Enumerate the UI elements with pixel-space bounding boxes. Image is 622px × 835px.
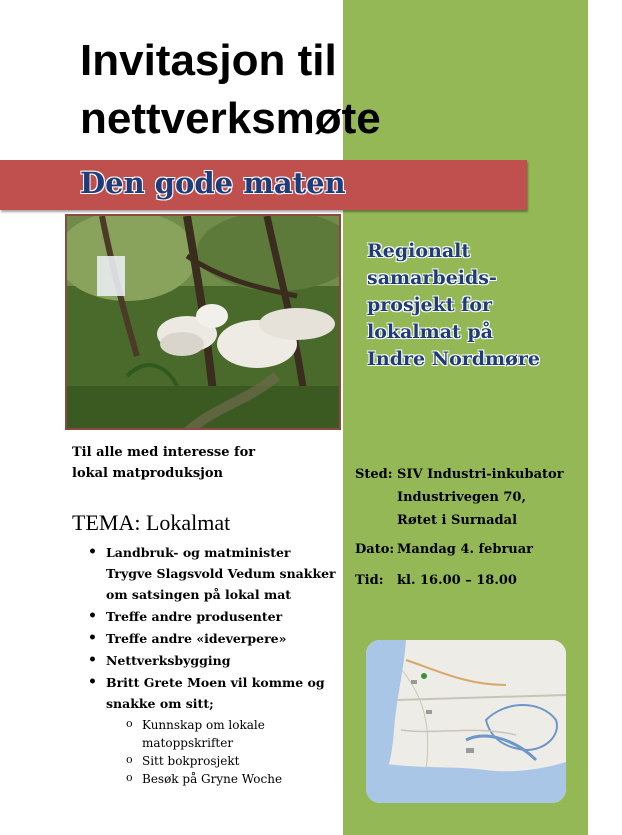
sted-line-1: SIV Industri-inkubator (397, 467, 564, 482)
sub-list (106, 716, 338, 788)
dato-value: Mandag 4. februar (397, 542, 534, 557)
sted-value (397, 463, 564, 532)
sub-list-item: o Besøk på Gryne Woche (126, 770, 338, 788)
location-map (366, 640, 566, 803)
banner-text: Den gode maten (80, 166, 346, 200)
list-item: • Landbruk- og matminister Trygve Slagsvold Vedum snakker om satsingen på lokal mat (88, 542, 338, 605)
event-location (355, 463, 575, 533)
tema-heading: TEMA: Lokalmat (72, 510, 231, 535)
region-line-4: lokalmat på (367, 321, 493, 343)
sub-list-item: o Kunnskap om lokale matoppskrifter (126, 716, 338, 752)
list-item: • Nettverksbygging (88, 650, 338, 671)
event-time (355, 569, 575, 593)
sted-label: Sted: (355, 467, 393, 482)
dato-label: Dato: (355, 542, 395, 557)
region-line-5: Indre Nordmøre (367, 348, 540, 370)
page-title (80, 32, 500, 148)
tid-value: kl. 16.00 – 18.00 (397, 573, 517, 588)
tema-list (88, 542, 338, 789)
list-item: • Treffe andre produsenter (88, 606, 338, 627)
list-item: • Treffe andre «ideverpere» (88, 628, 338, 649)
region-project-text (367, 238, 577, 373)
intro-text (72, 442, 332, 484)
intro-line-2: lokal matproduksjon (72, 466, 223, 481)
sted-line-3: Røtet i Surnadal (397, 513, 518, 528)
sub-list-item: o Sitt bokprosjekt (126, 752, 338, 770)
sheep-photo (65, 214, 341, 430)
location-map-image (366, 640, 566, 803)
sted-line-2: Industrivegen 70, (397, 490, 526, 505)
sheep-photo-image (67, 216, 341, 430)
list-item-with-subitems (88, 672, 338, 788)
event-date (355, 538, 575, 562)
region-line-1: Regionalt (367, 240, 471, 262)
title-line-1: Invitasjon til (80, 36, 337, 85)
region-line-3: prosjekt for (367, 294, 493, 316)
title-line-2: nettverksmøte (80, 94, 381, 143)
intro-line-1: Til alle med interesse for (72, 445, 256, 460)
list-item-text: Britt Grete Moen vil komme og snakke om sitt; (106, 675, 325, 711)
tid-label: Tid: (355, 573, 384, 588)
region-line-2: samarbeids- (367, 267, 497, 289)
